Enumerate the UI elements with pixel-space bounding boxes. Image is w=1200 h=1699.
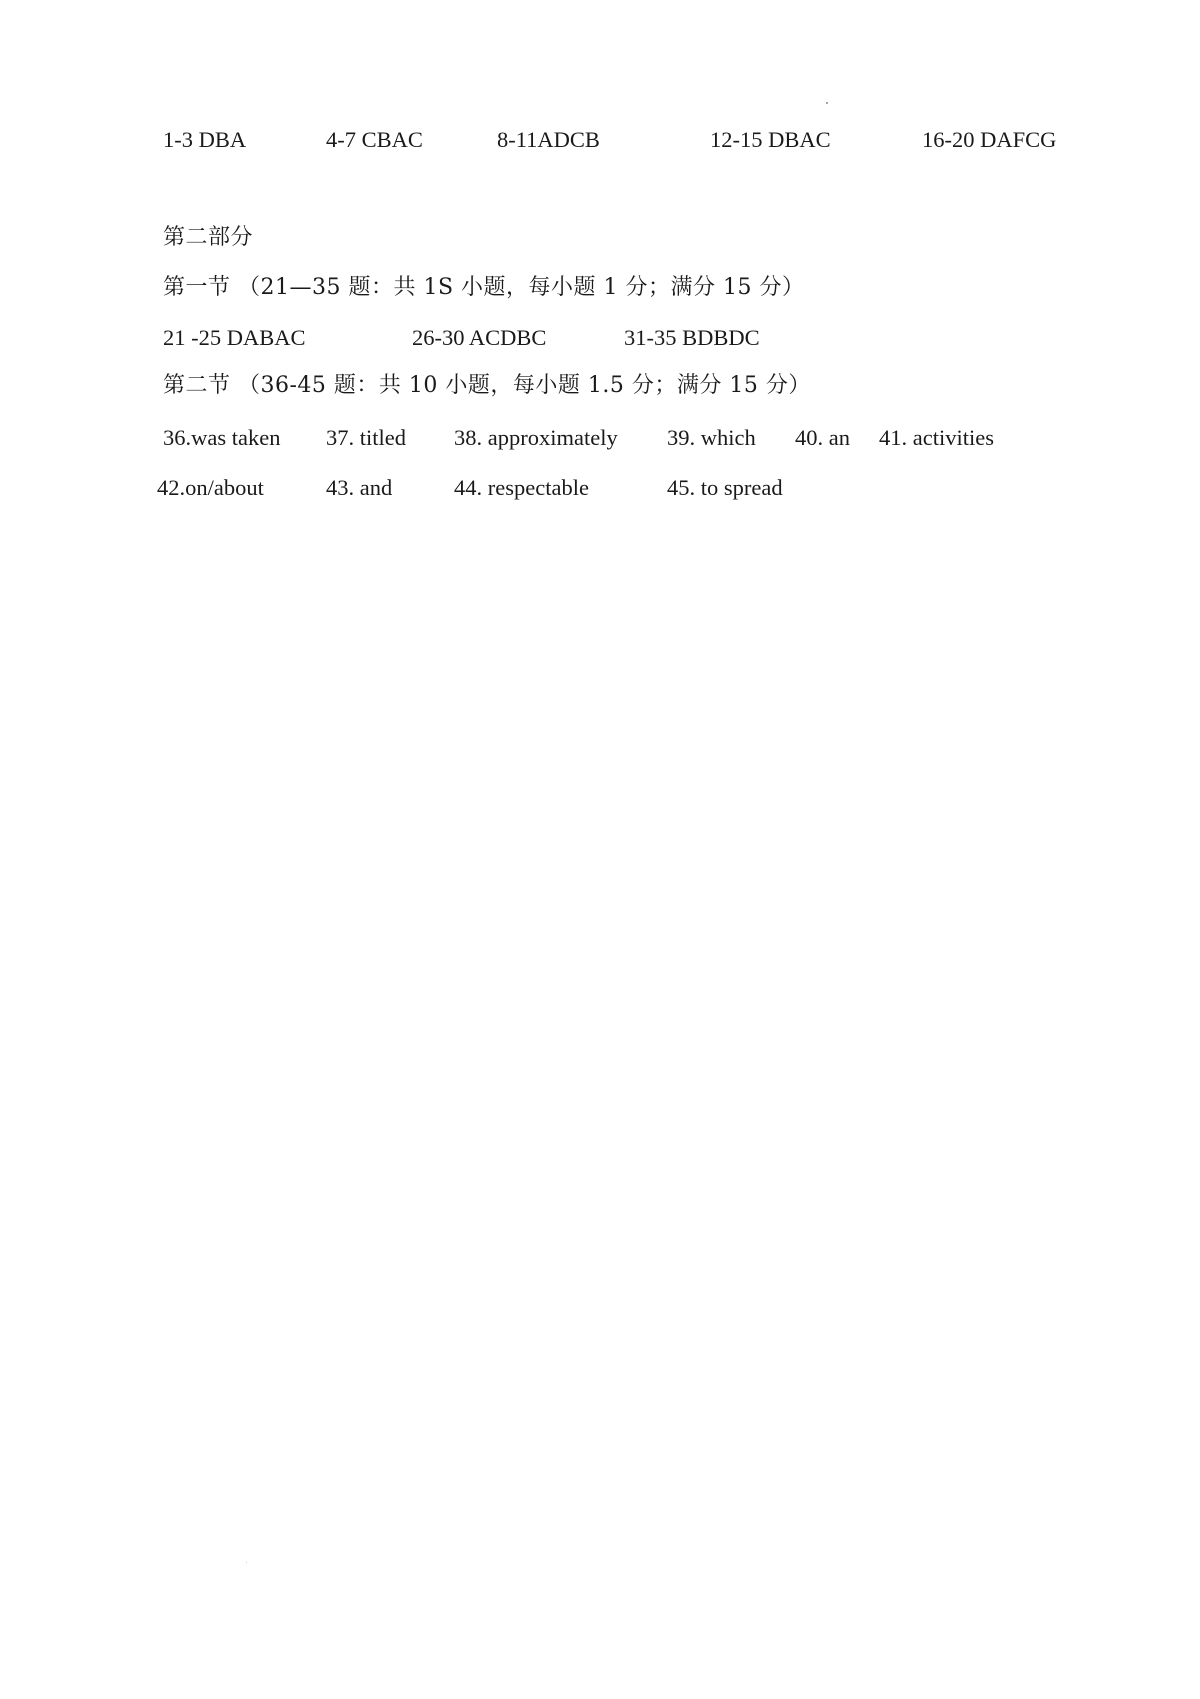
answer-item: 43. and (326, 475, 393, 500)
answer-item: 37. titled (326, 425, 406, 450)
answer-group: 31-35 BDBDC (624, 325, 760, 350)
answer-item: 40. an (795, 425, 850, 450)
answer-item: 39. which (667, 425, 756, 450)
answer-group: 8-11ADCB (497, 127, 600, 152)
scan-speck (246, 1562, 247, 1563)
answer-item: 36.was taken (163, 425, 281, 450)
answer-group: 4-7 CBAC (326, 127, 423, 152)
answer-group: 1-3 DBA (163, 127, 247, 152)
section2-heading: 第二节 （36-45 题：共 10 小题，每小题 1.5 分；满分 15 分） (163, 373, 811, 398)
answer-item: 45. to spread (667, 475, 783, 500)
part2-title: 第二部分 (163, 225, 254, 250)
answer-group: 16-20 DAFCG (922, 127, 1057, 152)
answer-group: 26-30 ACDBC (412, 325, 547, 350)
answer-group: 12-15 DBAC (710, 127, 831, 152)
answer-item: 41. activities (879, 425, 994, 450)
answer-item: 44. respectable (454, 475, 589, 500)
section1-heading: 第一节 （21—35 题：共 1S 小题，每小题 1 分；满分 15 分） (163, 275, 805, 300)
answer-item: 38. approximately (454, 425, 618, 450)
answer-group: 21 -25 DABAC (163, 325, 306, 350)
answer-item: 42.on/about (157, 475, 264, 500)
scan-speck (826, 102, 828, 104)
